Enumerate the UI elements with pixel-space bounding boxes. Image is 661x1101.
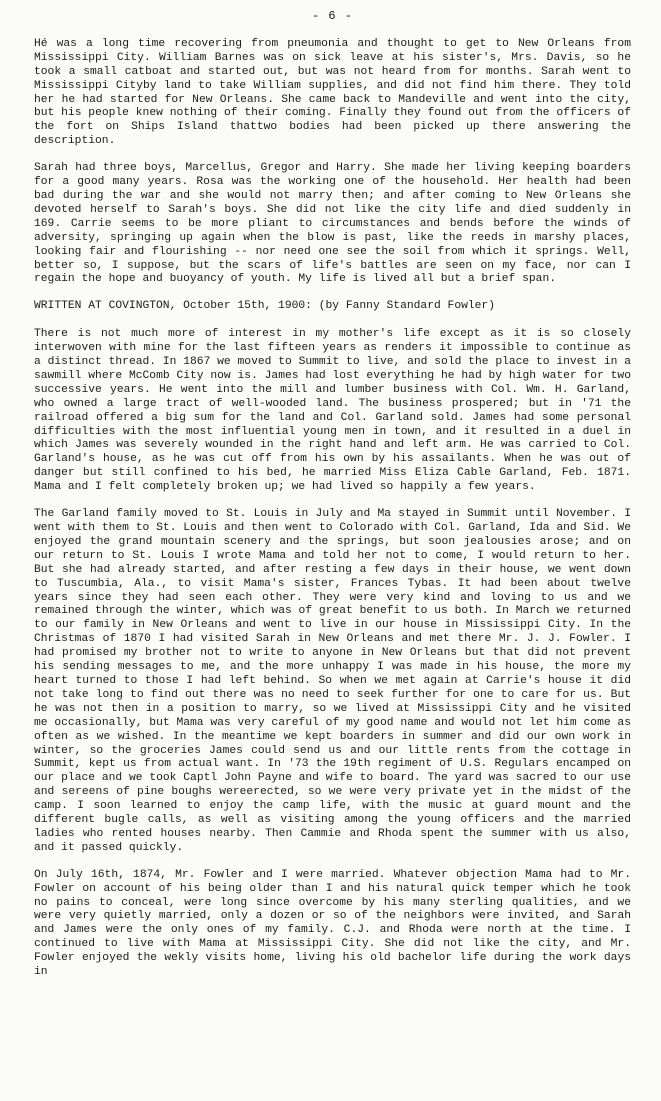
paragraph-recovery: Hé was a long time recovering from pneumonia and thought to get to New Orleans from Mississippi City. William Barnes was on sick leave at his sister's, Mrs. Davis, so he took a small catboat and started out, but was not heard from for months. Sarah went to Mississippi Cityby land to take William supplies, and did not find him there. They told her he had started for New Orleans. She came back to Mandeville and went into the city, but his people knew nothing of their coming. Finally they found out from the officers of the fort on Ships Island thattwo bodies had been picked up there answering the description.	[34, 37, 631, 148]
page-number: - 6 -	[311, 9, 353, 23]
paragraph-garland-family: The Garland family moved to St. Louis in July and Ma stayed in Summit until November. I went with them to St. Louis and then went to Colorado with Col. Garland, Ida and Sid. We enjoyed the grand mountain scenery and the springs, but soon jealousies arose; and on our return to St. Louis I wrote Mama and told her not to come, I would return to her. But she had already started, and after resting a few days in their house, we went down to Tuscumbia, Ala., to visit Mama's sister, Frances Tybas. It had been about twelve years since they had seen each other. They were very kind and loving to us and we remained through the winter, which was of great benefit to us both. In March we returned to our family in New Orleans and went to live in our house in Mississippi City. In the Christmas of 1870 I had visited Sarah in New Orleans and met there Mr. J. J. Fowler. I had promised my brother not to write to anyone in New Orleans but that did not prevent his sending messages to me, and the more unhappy I was made in his house, the more my heart turned to those I had left behind. So when we met again at Carrie's house it did not take long to find out there was no need to seek further for one to care for us. But he was not then in a position to marry, so we lived at Mississippi City and he visited me occasionally, but Mama was very careful of my good name and would not let him come as often as we wished. In the meantime we kept boarders in summer and did our own work in winter, so the groceries James could send us and our little rents from the cottage in Summit, kept us from actual want. In '73 the 19th regiment of U.S. Regulars encamped on our place and we took Captl John Payne and wife to board. The yard was sacred to our use and sereens of pine boughs wereerected, so we were very private yet in the midst of the camp. I soon learned to enjoy the camp life, with the music at guard mount and the different bugle calls, as well as visiting among the young officers and the married ladies who rented houses nearby. Then Cammie and Rhoda spent the summer with us also, and it passed quickly.	[34, 508, 631, 854]
paragraph-sarah-boys: Sarah had three boys, Marcellus, Gregor and Harry. She made her living keeping boarders for a good many years. Rosa was the working one of the household. Her health had been bad during the war and she would not marry then; and after coming to New Orleans she devoted herself to Sarah's boys. She did not like the city life and died suddenly in 169. Carrie seems to be more pliant to circumstances and bends before the winds of adversity, springing up again when the blow is past, like the reeds in marshy places, looking fair and flourishing -- nor need one see the soil from which it springs. Well, better so, I suppose, but the scars of life's battles are seen on my face, nor can I regain the hope and buoyancy of youth. My life is lived all but a brief span.	[34, 162, 631, 286]
section-heading-covington: WRITTEN AT COVINGTON, October 15th, 1900: (by Fanny Standard Fowler)	[34, 300, 495, 313]
paragraph-summit: There is not much more of interest in my mother's life except as it is so closely interwoven with mine for the last fifteen years as renders it impossible to continue as a distinct thread. In 1867 we moved to Summit to live, and sold the place to invest in a sawmill where McComb City now is. James had lost everything he had by high water for two successive years. He went into the mill and lumber business with Col. Wm. H. Garland, who owned a large tract of well-wooded land. The business prospered; but in '71 the railroad offered a big sum for the land and Col. Garland sold. James had some personal difficulties with the most influential young men in town, and it resulted in a duel in which James was severely wounded in the right hand and left arm. He was carried to Col. Garland's house, as he was cut off from his own by his assailants. When he was out of danger but still confined to his bed, he married Miss Eliza Cable Garland, Feb. 1871. Mama and I felt completely broken up; we had lived so happily a few years.	[34, 328, 631, 494]
paragraph-marriage: On July 16th, 1874, Mr. Fowler and I were married. Whatever objection Mama had to Mr. Fowler on account of his being older than I and his natural quick temper which he took no pains to conceal, were long since overcome by his many sterling qualities, and we were very quietly married, only a dozen or so of the neighbors were invited, and Sarah and James were the only ones of my family. C.J. and Rhoda were north at the time. I continued to live with Mama at Mississippi City. She did not like the city, and Mr. Fowler enjoyed the wekly visits home, living his old bachelor life during the work days in	[34, 868, 631, 979]
